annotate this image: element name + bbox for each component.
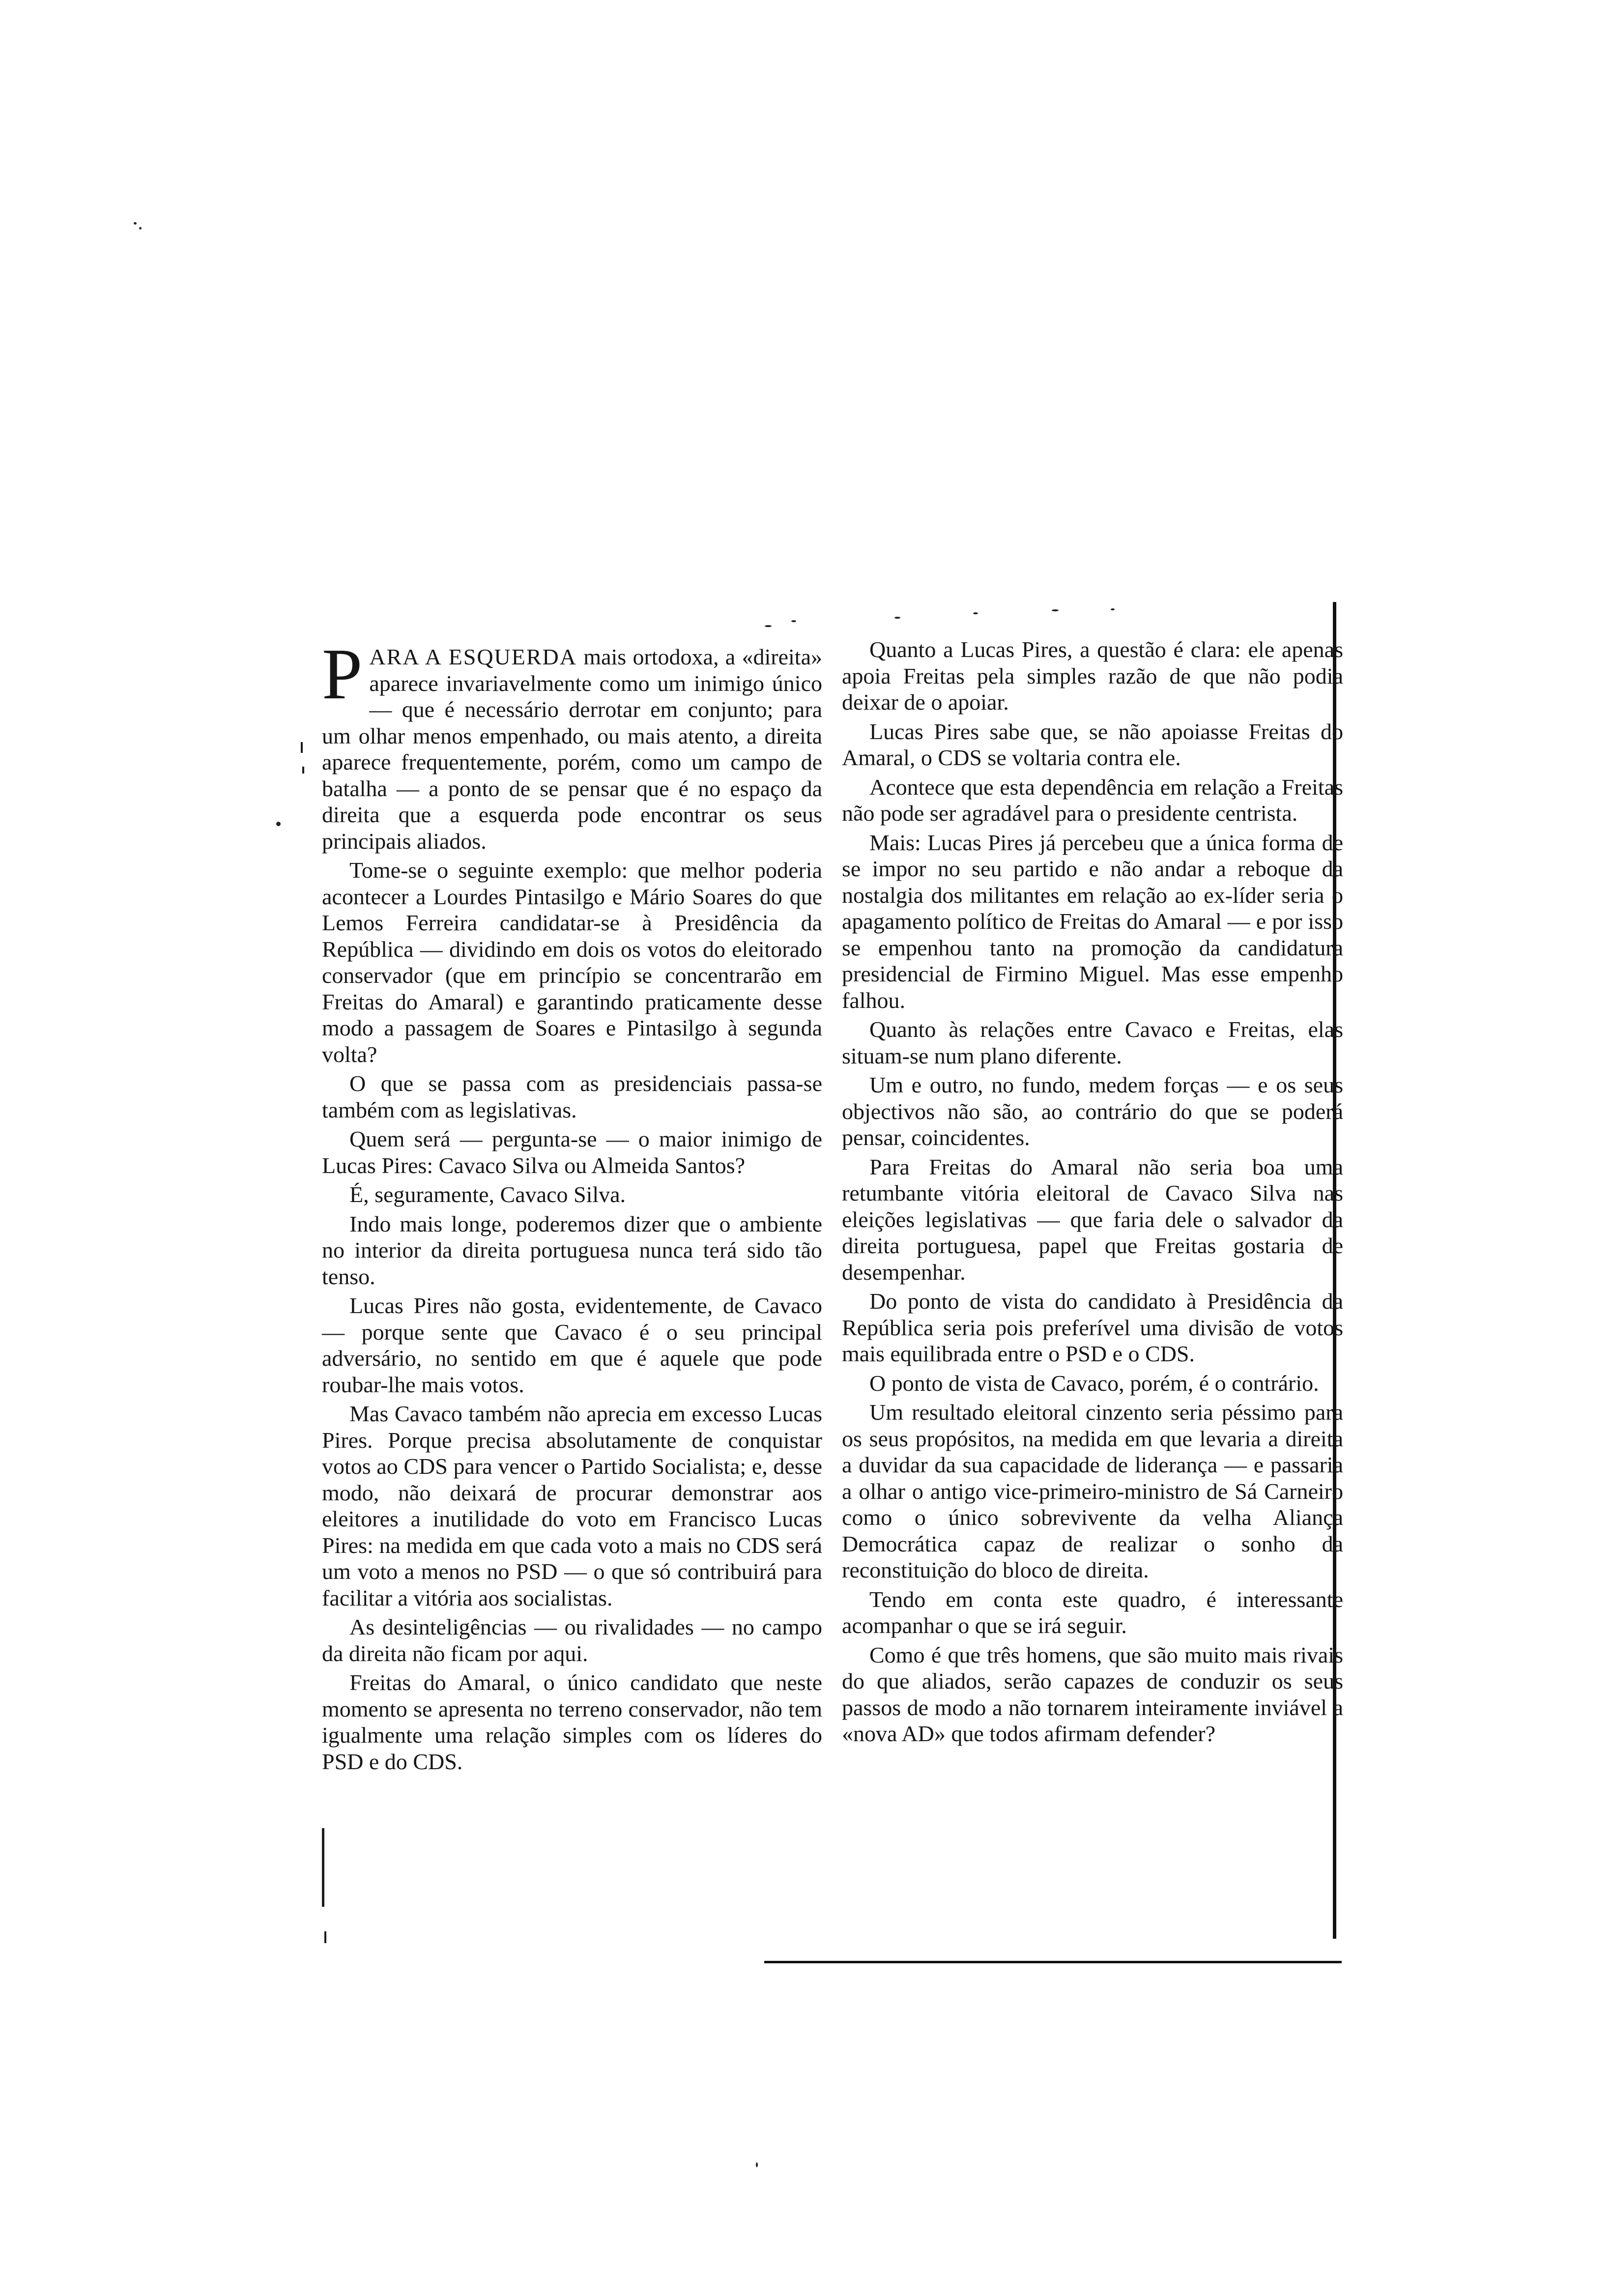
paragraph: Lucas Pires não gosta, evidentemente, de Cavaco — porque sente que Cavaco é o seu principal adversário, no sentido em que é aquele que pode roubar-lhe mais votos.	[322, 1293, 822, 1397]
paragraph: Um resultado eleitoral cinzento seria péssimo para os seus propósitos, na medida em que levaria a direita a duvidar da sua capacidade de liderança — e passaria a olhar o antigo vice-primeiro-ministro de Sá Carneiro como o único sobrevivente da velha Aliança Democrática capaz de realizar o sonho da reconstituição do bloco de direita.	[842, 1400, 1343, 1582]
margin-mark	[324, 1931, 326, 1943]
paragraph: Para Freitas do Amaral não seria boa uma retumbante vitória eleitoral de Cavaco Silva nas eleições legislativas — que faria dele o salvador da direita portuguesa, papel que Freitas gostaria de desempenhar.	[842, 1154, 1343, 1285]
drop-cap: P	[322, 634, 363, 715]
article-column-right	[842, 636, 1343, 1750]
paragraph: Acontece que esta dependência em relação a Freitas não pode ser agradável para o presidente centrista.	[842, 774, 1343, 826]
horizontal-rule	[764, 1961, 1342, 1963]
paragraph: Quem será — pergunta-se — o maior inimigo de Lucas Pires: Cavaco Silva ou Almeida Santos?	[322, 1126, 822, 1178]
scan-speck	[1111, 608, 1115, 610]
article-column-left	[322, 634, 822, 1778]
scan-speck	[973, 612, 978, 614]
scan-speck	[791, 620, 796, 622]
paragraph: Tome-se o seguinte exemplo: que melhor poderia acontecer a Lourdes Pintasilgo e Mário Soares do que Lemos Ferreira candidatar-se à Presidência da República — dividindo em dois os votos do eleitorado conservador (que em princípio se concentrarão em Freitas do Amaral) e garantindo praticamente desse modo a passagem de Soares e Pintasilgo à segunda volta?	[322, 858, 822, 1067]
paragraph: O ponto de vista de Cavaco, porém, é o contrário.	[869, 1370, 1319, 1396]
paragraph-text: mais ortodoxa, a «direita» aparece invariavelmente como um inimigo único — que é necessário derrotar em conjunto; para um olhar menos empenhado, ou mais atento, a direita aparece frequentemente, porém, como um campo de batalha — a ponto de se pensar que é no espaço da direita que a esquerda pode encontrar os seus principais aliados.	[322, 644, 822, 854]
opening-paragraph	[322, 634, 822, 854]
kicker: ARA A ESQUERDA	[369, 644, 577, 669]
paragraph: Quanto a Lucas Pires, a questão é clara: ele apenas apoia Freitas pela simples razão de que não podia deixar de o apoiar.	[842, 637, 1343, 715]
scan-speck	[134, 222, 137, 225]
paragraph: Tendo em conta este quadro, é interessante acompanhar o que se irá seguir.	[842, 1586, 1343, 1638]
scan-speck	[756, 2162, 758, 2167]
margin-mark	[302, 767, 304, 774]
paragraph: É, seguramente, Cavaco Silva.	[349, 1182, 626, 1207]
paragraph: Um e outro, no fundo, medem forças — e os seus objectivos não são, ao contrário do que se poderá pensar, coincidentes.	[842, 1072, 1343, 1150]
paragraph: Mais: Lucas Pires já percebeu que a única forma de se impor no seu partido e não andar a reboque da nostalgia dos militantes em relação ao ex-líder seria o apagamento político de Freitas do Amaral — e por isso se empenhou tanto na promoção da candidatura presidencial de Firmino Miguel. Mas esse empenho falhou.	[842, 830, 1343, 1013]
paragraph: Lucas Pires sabe que, se não apoiasse Freitas do Amaral, o CDS se voltaria contra ele.	[842, 718, 1343, 770]
margin-mark	[301, 742, 303, 753]
paragraph: O que se passa com as presidenciais passa-se também com as legislativas.	[322, 1071, 822, 1122]
scan-speck	[1052, 609, 1059, 611]
paragraph: Indo mais longe, poderemos dizer que o ambiente no interior da direita portuguesa nunca terá sido tão tenso.	[322, 1211, 822, 1289]
paragraph: Freitas do Amaral, o único candidato que neste momento se apresenta no terreno conservador, não tem igualmente uma relação simples com os líderes do PSD e do CDS.	[322, 1670, 822, 1774]
paragraph: Mas Cavaco também não aprecia em excesso Lucas Pires. Porque precisa absolutamente de conquistar votos ao CDS para vencer o Partido Socialista; e, desse modo, não deixará de procurar demonstrar aos eleitores a inutilidade do voto em Francisco Lucas Pires: na medida em que cada voto a mais no CDS será um voto a menos no PSD — o que só contribuirá para facilitar a vitória aos socialistas.	[322, 1401, 822, 1610]
scan-speck	[276, 822, 281, 826]
scan-speck	[139, 227, 142, 230]
scan-speck	[894, 617, 900, 619]
paragraph: Quanto às relações entre Cavaco e Freitas, elas situam-se num plano diferente.	[842, 1017, 1343, 1068]
paragraph: Como é que três homens, que são muito mais rivais do que aliados, serão capazes de conduzir os seus passos de modo a não tornarem inteiramente inviável a «nova AD» que todos afirmam defender?	[842, 1642, 1343, 1746]
scan-speck	[765, 625, 772, 627]
paragraph: Do ponto de vista do candidato à Presidência da República seria pois preferível uma divisão de votos mais equilibrada entre o PSD e o CDS.	[842, 1289, 1343, 1366]
margin-mark	[322, 1828, 324, 1907]
paragraph: As desinteligências — ou rivalidades — no campo da direita não ficam por aqui.	[322, 1614, 822, 1666]
